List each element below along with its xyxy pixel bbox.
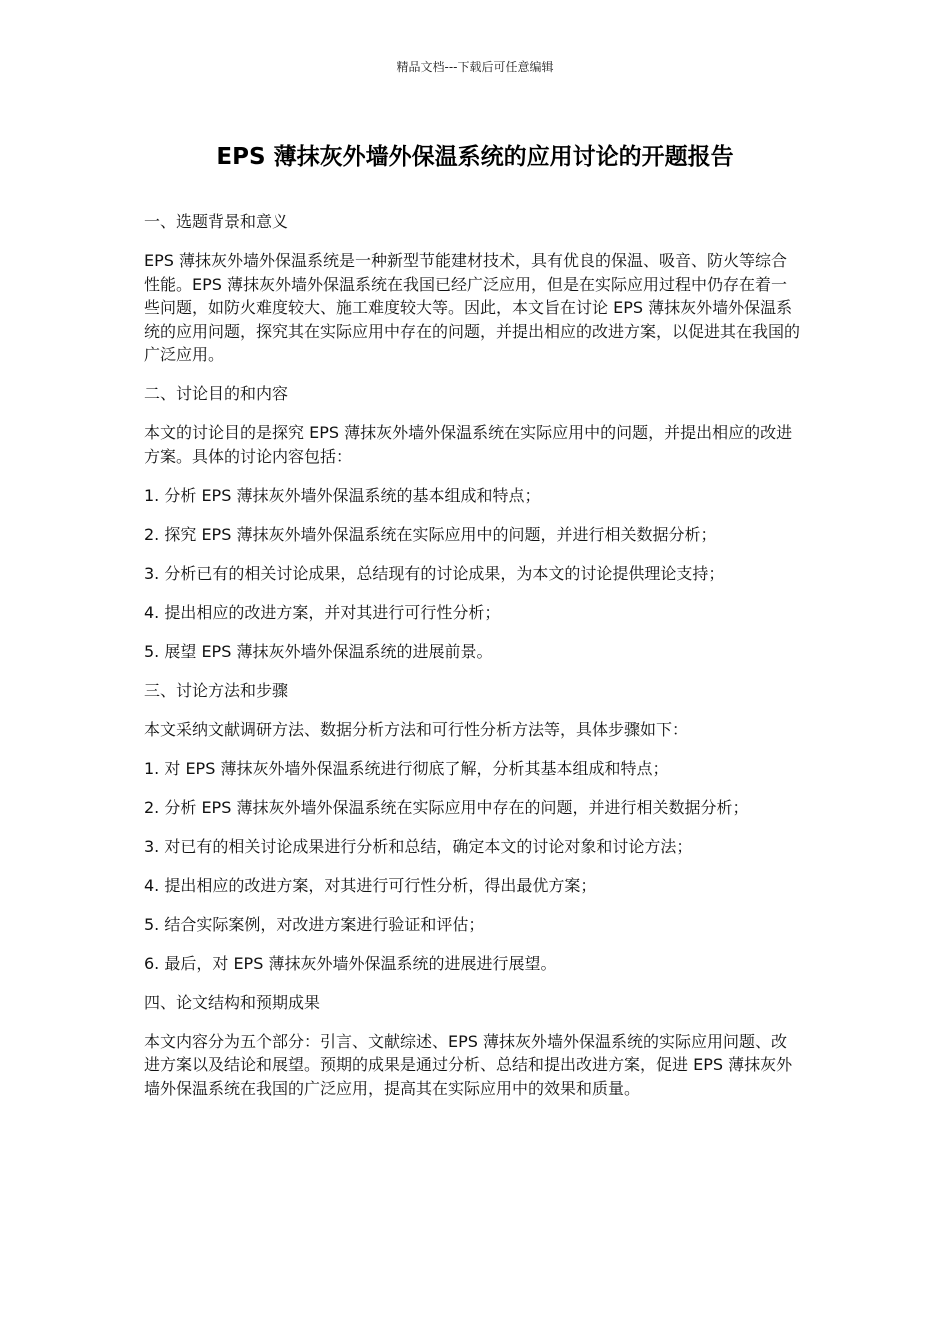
- list-item: 3. 对已有的相关讨论成果进行分析和总结，确定本文的讨论对象和讨论方法；: [144, 836, 693, 856]
- list-item: 5. 结合实际案例，对改进方案进行验证和评估；: [144, 914, 485, 934]
- section-heading: 二、讨论目的和内容: [144, 384, 289, 403]
- list-item: 4. 提出相应的改进方案，对其进行可行性分析，得出最优方案；: [144, 875, 597, 895]
- paragraph: 本文采纳文献调研方法、数据分析方法和可行性分析方法等，具体步骤如下：: [144, 719, 689, 739]
- list-item: 2. 分析 EPS 薄抹灰外墙外保温系统在实际应用中存在的问题，并进行相关数据分析；: [144, 797, 749, 817]
- document-body: [144, 210, 802, 1116]
- list-item: 4. 提出相应的改进方案，并对其进行可行性分析；: [144, 602, 501, 622]
- list-item: 2. 探究 EPS 薄抹灰外墙外保温系统在实际应用中的问题，并进行相关数据分析；: [144, 524, 717, 544]
- section-heading: 三、讨论方法和步骤: [144, 680, 289, 700]
- list-item: 1. 分析 EPS 薄抹灰外墙外保温系统的基本组成和特点；: [144, 485, 541, 505]
- section-heading: 一、选题背景和意义: [144, 212, 289, 231]
- paragraph: EPS 薄抹灰外墙外保温系统是一种新型节能建材技术，具有优良的保温、吸音、防火等综合性能。EPS 薄抹灰外墙外保温系统在我国已经广泛应用，但是在实际应用过程中仍存在着一些问题，如防火难度较大、施工难度较大等。因此，本文旨在讨论 EPS 薄抹灰外墙外保温系统的应用问题，探究其在实际应用中存在的问题，并提出相应的改进方案，以促进其在我国的广泛应用。: [144, 251, 801, 364]
- list-item: 5. 展望 EPS 薄抹灰外墙外保温系统的进展前景。: [144, 641, 493, 661]
- document-title: EPS 薄抹灰外墙外保温系统的应用讨论的开题报告: [216, 144, 734, 170]
- list-item: 3. 分析已有的相关讨论成果，总结现有的讨论成果，为本文的讨论提供理论支持；: [144, 563, 725, 583]
- list-item: 1. 对 EPS 薄抹灰外墙外保温系统进行彻底了解，分析其基本组成和特点；: [144, 758, 669, 778]
- paragraph: 本文内容分为五个部分：引言、文献综述、EPS 薄抹灰外墙外保温系统的实际应用问题、改进方案以及结论和展望。预期的成果是通过分析、总结和提出改进方案，促进 EPS 薄抹灰外墙外保温系统在我国的广泛应用，提高其在实际应用中的效果和质量。: [144, 1031, 793, 1098]
- page-header-note: 精品文档---下载后可任意编辑: [396, 60, 554, 74]
- section-heading: 四、论文结构和预期成果: [144, 992, 321, 1012]
- list-item: 6. 最后，对 EPS 薄抹灰外墙外保温系统的进展进行展望。: [144, 953, 557, 973]
- paragraph: 本文的讨论目的是探究 EPS 薄抹灰外墙外保温系统在实际应用中的问题，并提出相应的改进方案。具体的讨论内容包括：: [144, 423, 793, 466]
